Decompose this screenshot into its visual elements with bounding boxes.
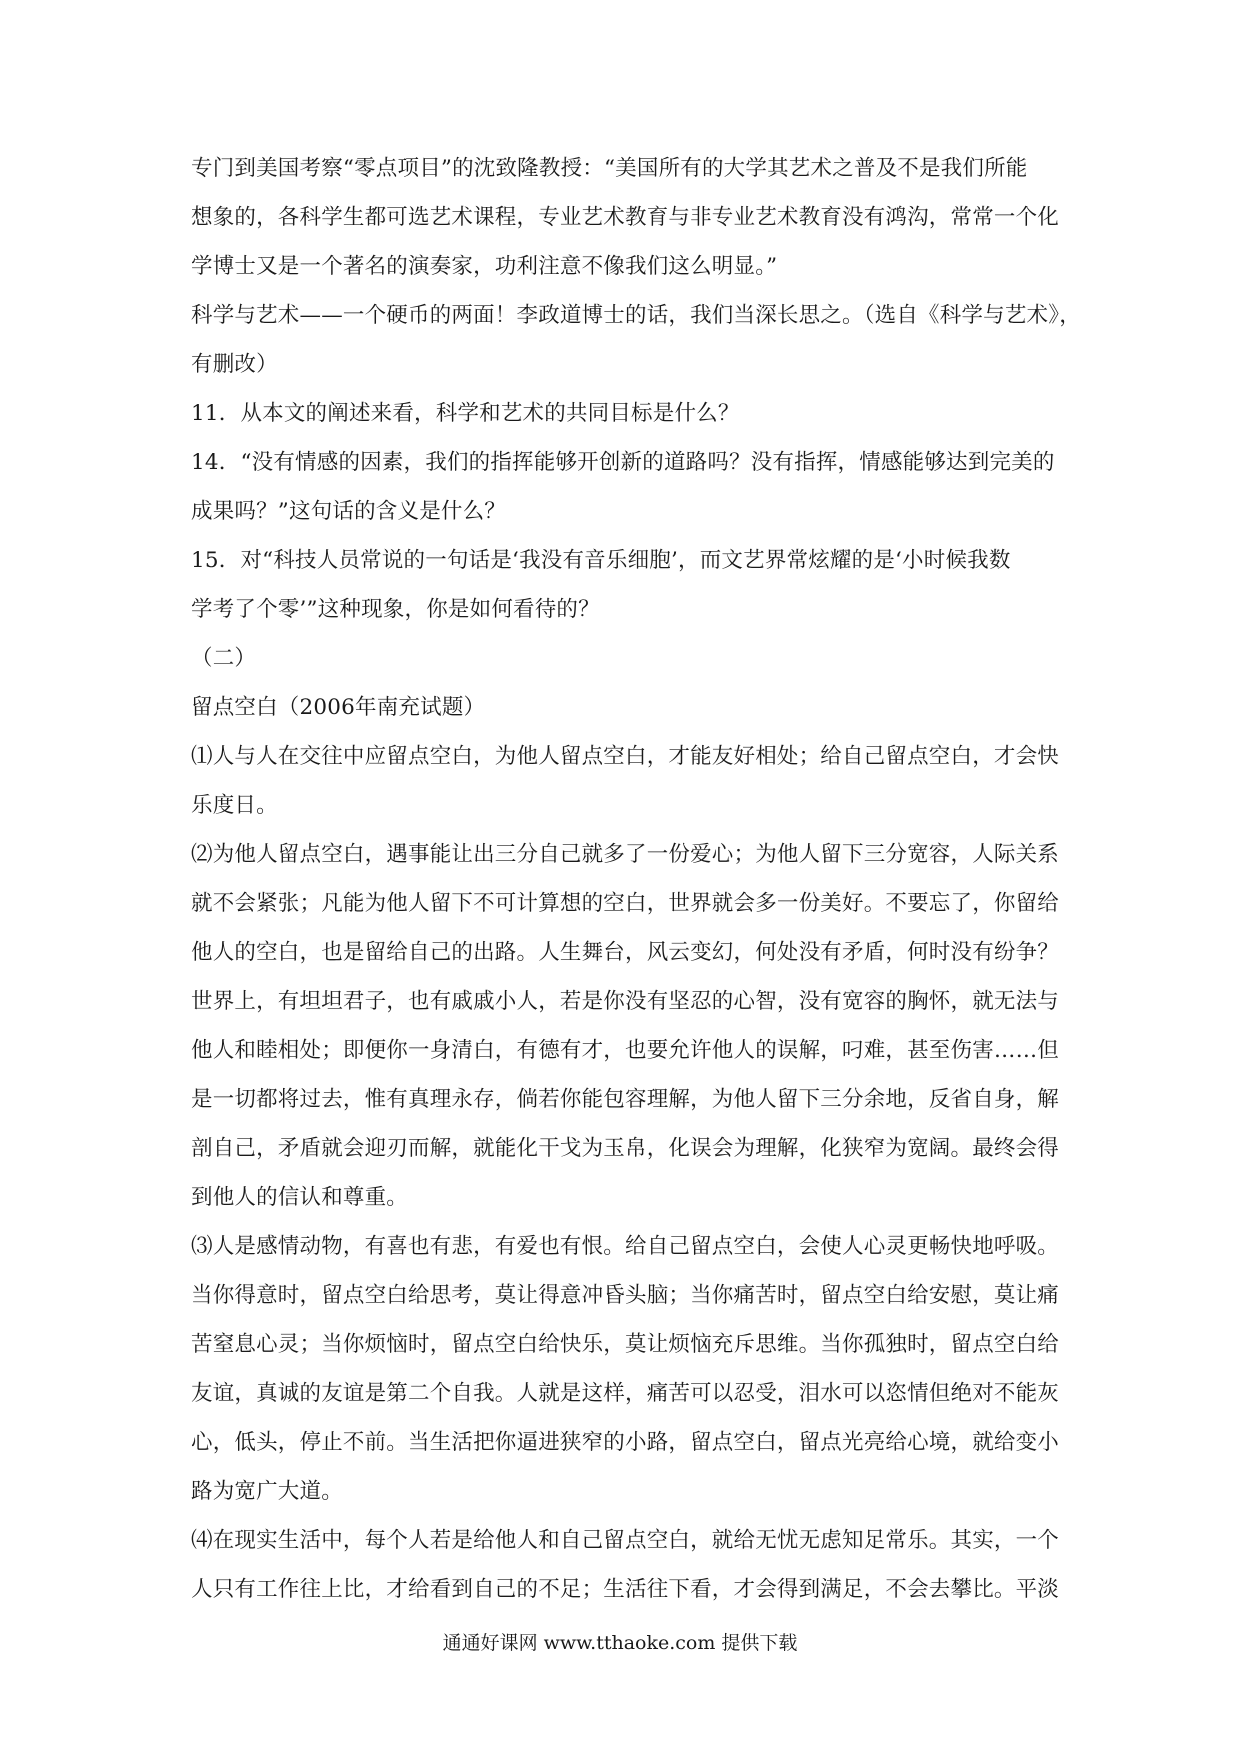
paragraph-conclusion — [191, 297, 1081, 384]
text-line: 11．从本文的阐述来看，科学和艺术的共同目标是什么？ — [191, 401, 740, 426]
text-line: 苦窒息心灵；当你烦恼时，留点空白给快乐，莫让烦恼充斥思维。当你孤独时，留点空白给 — [191, 1332, 1060, 1357]
text-line: （二） — [191, 646, 257, 671]
text-line: 成果吗？”这句话的含义是什么？ — [191, 499, 506, 524]
text-line: 他人的空白，也是留给自己的出路。人生舞台，风云变幻，何处没有矛盾，何时没有纷争？ — [191, 940, 1060, 965]
text-line: 是一切都将过去，惟有真理永存，倘若你能包容理解，为他人留下三分余地，反省自身，解 — [191, 1087, 1060, 1112]
text-line: ⑶人是感情动物，有喜也有悲，有爱也有恨。给自己留点空白，会使人心灵更畅快地呼吸。 — [191, 1234, 1060, 1259]
paragraph-4 — [191, 1522, 1060, 1609]
text-line: ⑵为他人留点空白，遇事能让出三分自己就多了一份爱心；为他人留下三分宽容，人际关系 — [191, 842, 1060, 867]
text-line: 到他人的信认和尊重。 — [191, 1185, 409, 1210]
text-line: 就不会紧张；凡能为他人留下不可计算想的空白，世界就会多一份美好。不要忘了，你留给 — [191, 891, 1060, 916]
paragraph-2 — [191, 836, 1060, 1217]
text-line: 人只有工作往上比，才给看到自己的不足；生活往下看，才会得到满足，不会去攀比。平淡 — [191, 1577, 1060, 1602]
text-line: 14．“没有情感的因素，我们的指挥能够开创新的道路吗？没有指挥，情感能够达到完美的 — [191, 450, 1055, 475]
paragraph-intro-quote — [191, 150, 1060, 286]
paragraph-3 — [191, 1228, 1060, 1511]
text-line: ⑴人与人在交往中应留点空白，为他人留点空白，才能友好相处；给自己留点空白，才会快 — [191, 744, 1060, 769]
question-14 — [191, 444, 1056, 531]
text-line: 有删改） — [191, 352, 278, 377]
page-footer: 通通好课网 www.tthaoke.com 提供下载 — [442, 1632, 798, 1654]
text-line: 留点空白（2006年南充试题） — [191, 695, 486, 720]
paragraph-1 — [191, 738, 1060, 825]
text-line: 当你得意时，留点空白给思考，莫让得意冲昏头脑；当你痛苦时，留点空白给安慰，莫让痛 — [191, 1283, 1060, 1308]
document-body — [191, 150, 1081, 1609]
question-11 — [191, 395, 1056, 433]
text-line: 心，低头，停止不前。当生活把你逼进狭窄的小路，留点空白，留点光亮给心境，就给变小 — [191, 1430, 1060, 1455]
text-line: 剖自己，矛盾就会迎刃而解，就能化干戈为玉帛，化误会为理解，化狭窄为宽阔。最终会得 — [191, 1136, 1060, 1161]
question-15 — [191, 542, 1056, 629]
text-line: 15．对“科技人员常说的一句话是‘我没有音乐细胞’，而文艺界常炫耀的是‘小时候我数 — [191, 548, 1011, 573]
section-heading — [191, 640, 1056, 678]
text-line: 专门到美国考察“零点项目”的沈致隆教授：“美国所有的大学其艺术之普及不是我们所能 — [191, 156, 1028, 181]
text-line: 学博士又是一个著名的演奏家，功利注意不像我们这么明显。” — [191, 254, 778, 279]
article-title — [191, 689, 1056, 727]
text-line: ⑷在现实生活中，每个人若是给他人和自己留点空白，就给无忧无虑知足常乐。其实，一个 — [191, 1528, 1060, 1553]
text-line: 科学与艺术——一个硬币的两面！李政道博士的话，我们当深长思之。（选自《科学与艺术》， — [191, 303, 1081, 328]
text-line: 世界上，有坦坦君子，也有戚戚小人，若是你没有坚忍的心智，没有宽容的胸怀，就无法与 — [191, 989, 1060, 1014]
text-line: 路为宽广大道。 — [191, 1479, 343, 1504]
text-line: 想象的，各科学生都可选艺术课程，专业艺术教育与非专业艺术教育没有鸿沟，常常一个化 — [191, 205, 1060, 230]
text-line: 乐度日。 — [191, 793, 278, 818]
text-line: 他人和睦相处；即便你一身清白，有德有才，也要允许他人的误解，叼难，甚至伤害……但 — [191, 1038, 1060, 1063]
text-line: 友谊，真诚的友谊是第二个自我。人就是这样，痛苦可以忍受，泪水可以恣情但绝对不能灰 — [191, 1381, 1060, 1406]
text-line: 学考了个零’”这种现象，你是如何看待的？ — [191, 597, 600, 622]
